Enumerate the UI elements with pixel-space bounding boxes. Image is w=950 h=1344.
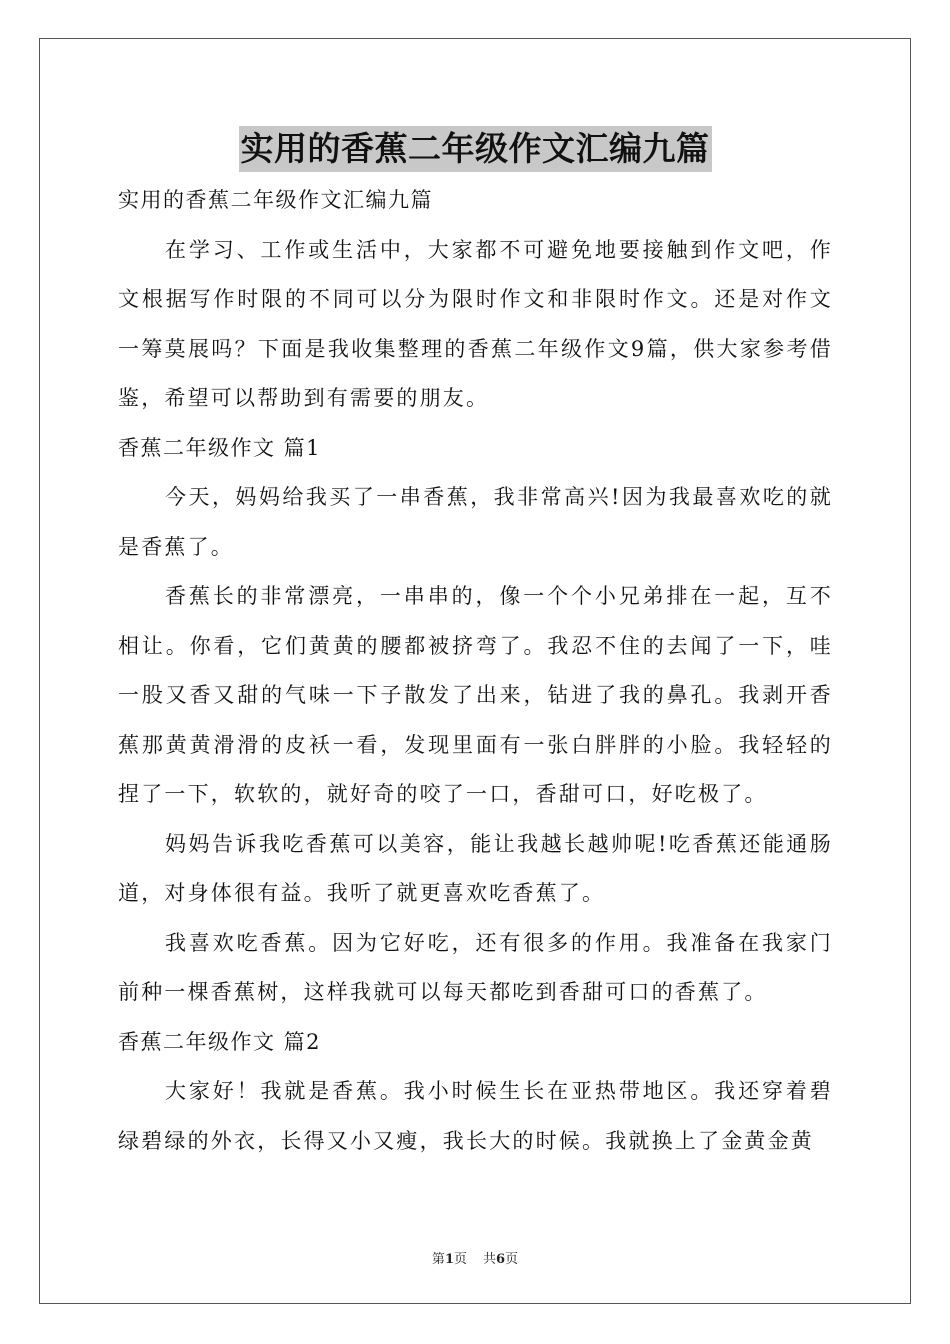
section1-paragraph: 我喜欢吃香蕉。因为它好吃，还有很多的作用。我准备在我家门前种一棵香蕉树，这样我就可以每天都吃到香甜可口的香蕉了。	[118, 930, 833, 1004]
page-number-suffix: 页	[453, 1252, 467, 1267]
document-title: 实用的香蕉二年级作文汇编九篇	[239, 126, 712, 172]
section1-paragraph: 今天，妈妈给我买了一串香蕉，我非常高兴!因为我最喜欢吃的就是香蕉了。	[118, 485, 833, 559]
section2-paragraph: 大家好！我就是香蕉。我小时候生长在亚热带地区。我还穿着碧绿碧绿的外衣，长得又小又瘦，我长大的时候。我就换上了金黄金黄	[118, 1079, 833, 1153]
section1-paragraph: 妈妈告诉我吃香蕉可以美容，能让我越长越帅呢!吃香蕉还能通肠道，对身体很有益。我听了就更喜欢吃香蕉了。	[118, 831, 833, 905]
intro-paragraph: 在学习、工作或生活中，大家都不可避免地要接触到作文吧，作文根据写作时限的不同可以分为限时作文和非限时作文。还是对作文一筹莫展吗？下面是我收集整理的香蕉二年级作文9篇，供大家参考借鉴，希望可以帮助到有需要的朋友。	[118, 237, 833, 410]
page-number-prefix: 第	[431, 1252, 445, 1267]
document-body	[118, 176, 833, 1166]
section-heading-2: 香蕉二年级作文 篇2	[118, 1029, 322, 1054]
page-total-prefix: 共	[483, 1252, 497, 1267]
page-total: 6	[496, 1252, 506, 1267]
page-total-suffix: 页	[505, 1252, 519, 1267]
document-subtitle: 实用的香蕉二年级作文汇编九篇	[118, 188, 433, 212]
page-footer	[0, 1248, 950, 1267]
page-number-current: 1	[444, 1252, 454, 1267]
section1-paragraph: 香蕉长的非常漂亮，一串串的，像一个个小兄弟排在一起，互不相让。你看，它们黄黄的腰都被挤弯了。我忍不住的去闻了一下，哇一股又香又甜的气味一下子散发了出来，钻进了我的鼻孔。我剥开香蕉那黄黄滑滑的皮袄一看，发现里面有一张白胖胖的小脸。我轻轻的捏了一下，软软的，就好奇的咬了一口，香甜可口，好吃极了。	[118, 584, 833, 806]
section-heading-1: 香蕉二年级作文 篇1	[118, 435, 322, 460]
title-container	[0, 126, 950, 172]
